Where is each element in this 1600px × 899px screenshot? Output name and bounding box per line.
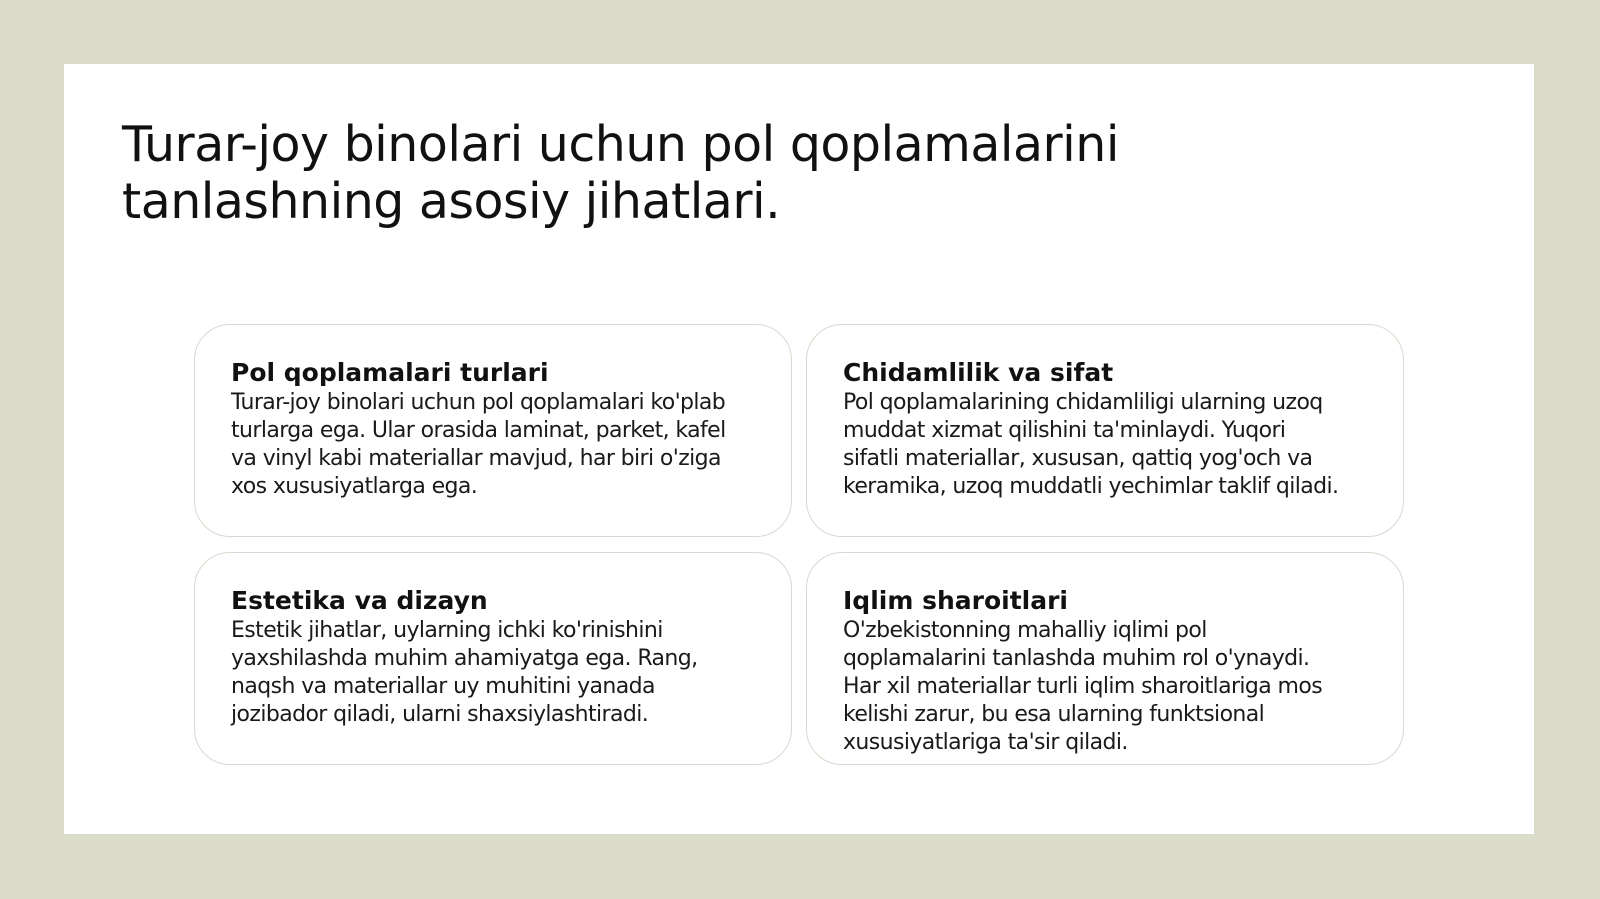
card-durability-quality bbox=[806, 324, 1404, 537]
card-text-line: Har xil materiallar turli iqlim sharoitlariga mos bbox=[843, 674, 1323, 699]
card-text bbox=[231, 617, 767, 729]
card-floor-covering-types bbox=[194, 324, 792, 537]
card-text-line: va vinyl kabi materiallar mavjud, har biri o'ziga bbox=[231, 446, 721, 471]
card-title: Pol qoplamalari turlari bbox=[231, 358, 549, 387]
slide bbox=[64, 64, 1534, 834]
card-text-line: naqsh va materiallar uy muhitini yanada bbox=[231, 674, 655, 699]
slide-title bbox=[122, 116, 1422, 230]
card-climate-conditions bbox=[806, 552, 1404, 765]
card-title: Iqlim sharoitlari bbox=[843, 586, 1068, 615]
card-aesthetics-design bbox=[194, 552, 792, 765]
card-text-line: sifatli materiallar, xususan, qattiq yog'och va bbox=[843, 446, 1313, 471]
card-text-line: yaxshilashda muhim ahamiyatga ega. Rang, bbox=[231, 646, 698, 671]
card-text-line: xususiyatlariga ta'sir qiladi. bbox=[843, 730, 1128, 755]
card-text-line: xos xususiyatlarga ega. bbox=[231, 474, 478, 499]
card-text-line: Turar-joy binolari uchun pol qoplamalari ko'plab bbox=[231, 390, 726, 415]
card-text-line: muddat xizmat qilishini ta'minlaydi. Yuqori bbox=[843, 418, 1286, 443]
card-title: Chidamlilik va sifat bbox=[843, 358, 1114, 387]
card-text-line: kelishi zarur, bu esa ularning funktsional bbox=[843, 702, 1265, 727]
card-text-line: O'zbekistonning mahalliy iqlimi pol bbox=[843, 618, 1207, 643]
slide-title-line-2: tanlashning asosiy jihatlari. bbox=[122, 173, 781, 230]
slide-title-line-1: Turar-joy binolari uchun pol qoplamalarini bbox=[122, 116, 1119, 173]
card-title: Estetika va dizayn bbox=[231, 586, 488, 615]
card-text-line: qoplamalarini tanlashda muhim rol o'ynaydi. bbox=[843, 646, 1310, 671]
card-text-line: Pol qoplamalarining chidamliligi ularning uzoq bbox=[843, 390, 1323, 415]
card-text bbox=[843, 617, 1379, 757]
card-text-line: turlarga ega. Ular orasida laminat, parket, kafel bbox=[231, 418, 726, 443]
card-text bbox=[843, 389, 1379, 501]
card-text-line: jozibador qiladi, ularni shaxsiylashtiradi. bbox=[231, 702, 649, 727]
card-text-line: keramika, uzoq muddatli yechimlar taklif qiladi. bbox=[843, 474, 1339, 499]
card-text-line: Estetik jihatlar, uylarning ichki ko'rinishini bbox=[231, 618, 663, 643]
card-text bbox=[231, 389, 767, 501]
